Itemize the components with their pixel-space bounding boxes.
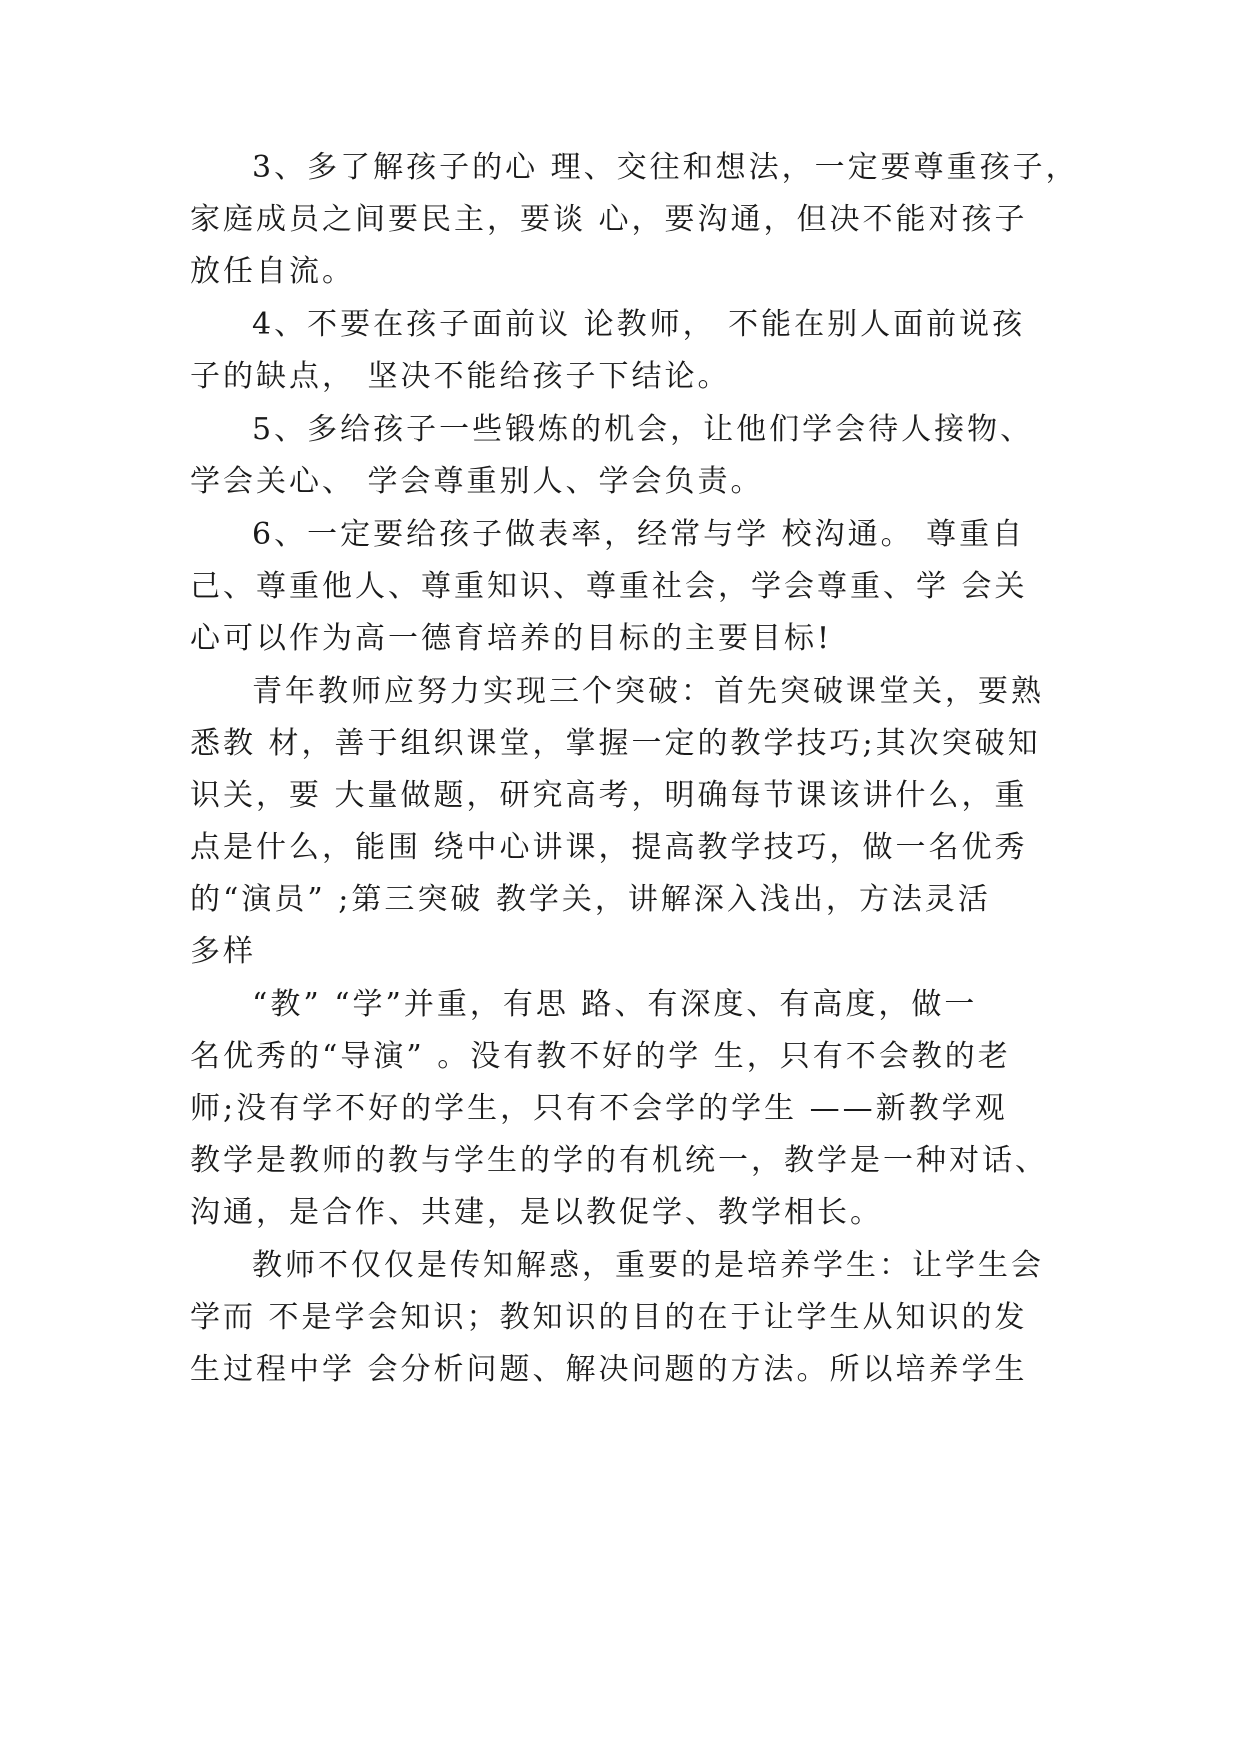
paragraph-6-line-3: 心可以作为高一德育培养的目标的主要目标! [190,621,833,656]
paragraph-teacher-line-4: 点是什么，能围 绕中心讲课，提高教学技巧，做一名优秀 [190,830,1028,865]
paragraph-3-line-2: 家庭成员之间要民主，要谈 心，要沟通，但决不能对孩子 [190,202,1028,237]
paragraph-6-line-2: 己、尊重他人、尊重知识、尊重社会，学会尊重、学 会关 [190,569,1028,604]
paragraph-3-line-1: 3、多了解孩子的心 理、交往和想法，一定要尊重孩子， [252,150,1079,185]
paragraph-5-line-1: 5、多给孩子一些锻炼的机会，让他们学会待人接物、 [252,412,1034,447]
paragraph-teacher-line-5: 的“演员” ;第三突破 教学关，讲解深入浅出，方法灵活 [190,882,991,917]
paragraph-director-line-4: 教学是教师的教与学生的学的有机统一，教学是一种对话、 [190,1143,1048,1178]
paragraph-cultivate-line-1: 教师不仅仅是传知解惑，重要的是培养学生：让学生会 [252,1248,1044,1283]
paragraph-teacher-line-3: 识关，要 大量做题，研究高考，明确每节课该讲什么，重 [190,778,1028,813]
paragraph-director-line-3: 师;没有学不好的学生，只有不会学的学生 ——新教学观 [190,1091,1008,1126]
paragraph-director-line-5: 沟通，是合作、共建，是以教促学、教学相长。 [190,1195,883,1230]
paragraph-teacher-line-6: 多样 [190,934,256,969]
paragraph-director-line-1: “教” “学”并重，有思 路、有深度、有高度，做一 [252,987,978,1022]
paragraph-3-line-3: 放任自流。 [190,254,355,289]
paragraph-teacher-line-1: 青年教师应努力实现三个突破：首先突破课堂关，要熟 [252,674,1044,709]
paragraph-6-line-1: 6、一定要给孩子做表率，经常与学 校沟通。 尊重自 [252,517,1026,552]
paragraph-4-line-2: 子的缺点， 坚决不能给孩子下结论。 [190,359,731,394]
paragraph-5-line-2: 学会关心、 学会尊重别人、学会负责。 [190,464,764,499]
paragraph-4-line-1: 4、不要在孩子面前议 论教师， 不能在别人面前说孩 [252,307,1026,342]
paragraph-director-line-2: 名优秀的“导演” 。没有教不好的学 生，只有不会教的老 [190,1039,1011,1074]
paragraph-teacher-line-2: 悉教 材，善于组织课堂，掌握一定的教学技巧;其次突破知 [190,726,1041,761]
paragraph-cultivate-line-2: 学而 不是学会知识；教知识的目的在于让学生从知识的发 [190,1300,1028,1335]
paragraph-cultivate-line-3: 生过程中学 会分析问题、解决问题的方法。所以培养学生 [190,1352,1028,1387]
